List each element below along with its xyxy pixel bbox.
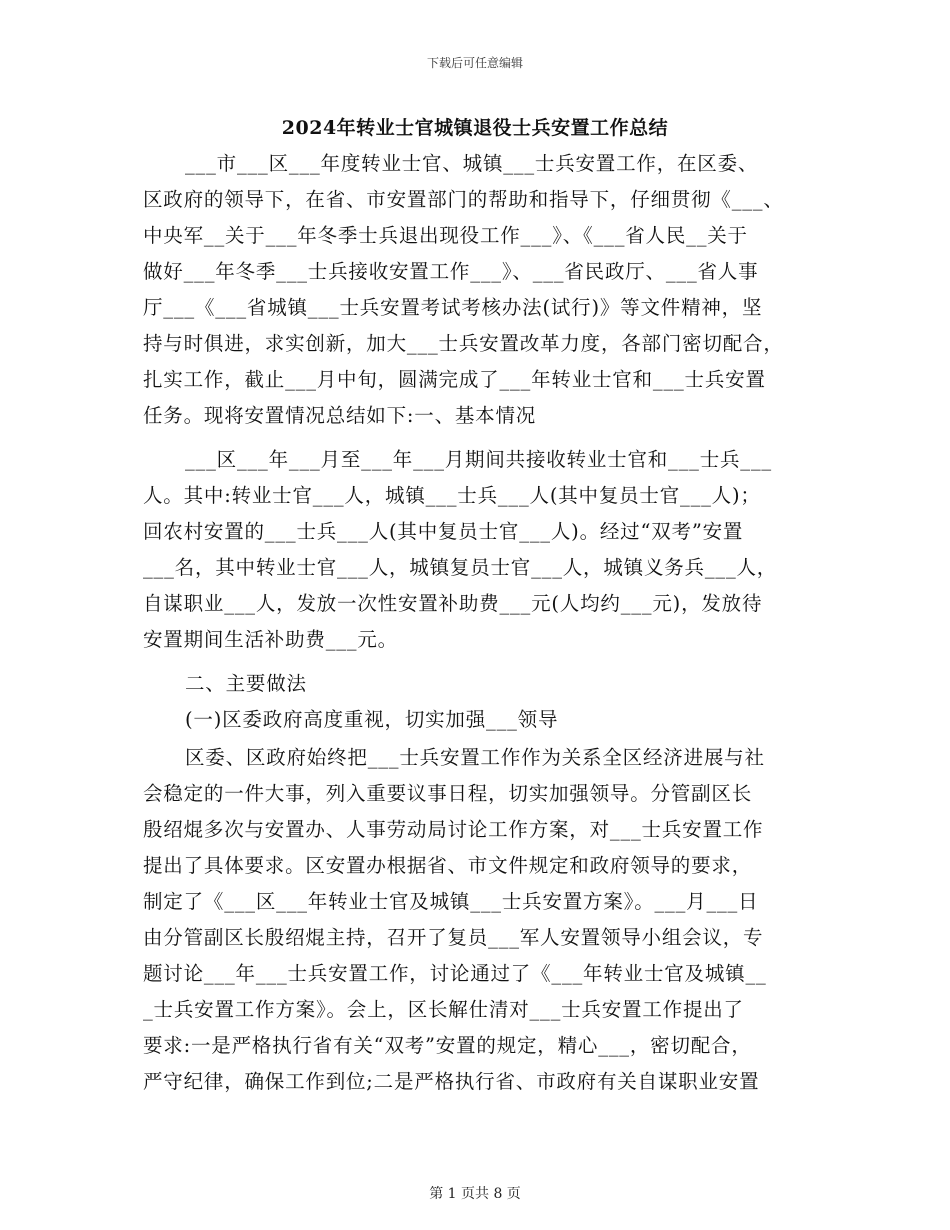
subsection-heading: (一)区委政府高度重视，切实加强___领导: [185, 708, 559, 731]
text-line: 安置期间生活补助费___元。: [143, 628, 398, 651]
text-line: 扎实工作，截止___月中旬，圆满完成了___年转业士官和___士兵安置: [143, 368, 766, 391]
text-line: 提出了具体要求。区安置办根据省、市文件规定和政府领导的要求，: [143, 854, 753, 877]
text-line: 厅___《___省城镇___士兵安置考试考核办法(试行)》等文件精神，坚: [143, 296, 763, 319]
text-line: ___名，其中转业士官___人，城镇复员士官___人，城镇义务兵___人，: [143, 556, 778, 579]
text-line: 任务。现将安置情况总结如下:一、基本情况: [143, 404, 537, 427]
text-line: 回农村安置的___士兵___人(其中复员士官___人)。经过“双考”安置: [143, 520, 744, 543]
text-line: 区委、区政府始终把___士兵安置工作作为关系全区经济进展与社: [185, 746, 765, 769]
text-line: 题讨论___年___士兵安置工作，讨论通过了《___年转业士官及城镇__: [143, 962, 767, 985]
text-line: 持与时俱进，求实创新，加大___士兵安置改革力度，各部门密切配合，: [143, 332, 784, 355]
text-line: 严守纪律，确保工作到位;二是严格执行省、市政府有关自谋职业安置: [143, 1070, 760, 1093]
text-line: 中央军__关于___年冬季士兵退出现役工作___》、《___省人民__关于: [143, 224, 748, 247]
text-line: 做好___年冬季___士兵接收安置工作___》、___省民政厅、___省人事: [143, 260, 759, 283]
section-heading: 二、主要做法: [185, 672, 307, 695]
text-line: 会稳定的一件大事，列入重要议事日程，切实加强领导。分管副区长: [143, 782, 753, 805]
text-line: 要求:一是严格执行省有关“双考”安置的规定，精心___，密切配合，: [143, 1034, 752, 1057]
text-line: 自谋职业___人，发放一次性安置补助费___元(人均约___元)，发放待: [143, 592, 763, 615]
text-line: ___区___年___月至___年___月期间共接收转业士官和___士兵___: [185, 448, 772, 471]
document-title: 2024年转业士官城镇退役士兵安置工作总结: [281, 117, 669, 139]
text-line: _士兵安置工作方案》。会上，区长解仕清对___士兵安置工作提出了: [143, 998, 744, 1021]
text-line: 由分管副区长殷绍焜主持，召开了复员___军人安置领导小组会议，专: [143, 926, 764, 949]
header-note: 下载后可任意编辑: [426, 56, 523, 70]
text-line: ___市___区___年度转业士官、城镇___士兵安置工作，在区委、: [185, 152, 759, 175]
page-number: 第 1 页共 8 页: [429, 1186, 521, 1202]
text-line: 殷绍焜多次与安置办、人事劳动局讨论工作方案，对___士兵安置工作: [143, 818, 764, 841]
text-line: 制定了《___区___年转业士官及城镇___士兵安置方案》。___月___日: [143, 890, 759, 913]
text-line: 人。其中:转业士官___人，城镇___士兵___人(其中复员士官___人)；: [143, 484, 761, 507]
text-line: 区政府的领导下，在省、市安置部门的帮助和指导下，仔细贯彻《___、: [143, 188, 784, 211]
